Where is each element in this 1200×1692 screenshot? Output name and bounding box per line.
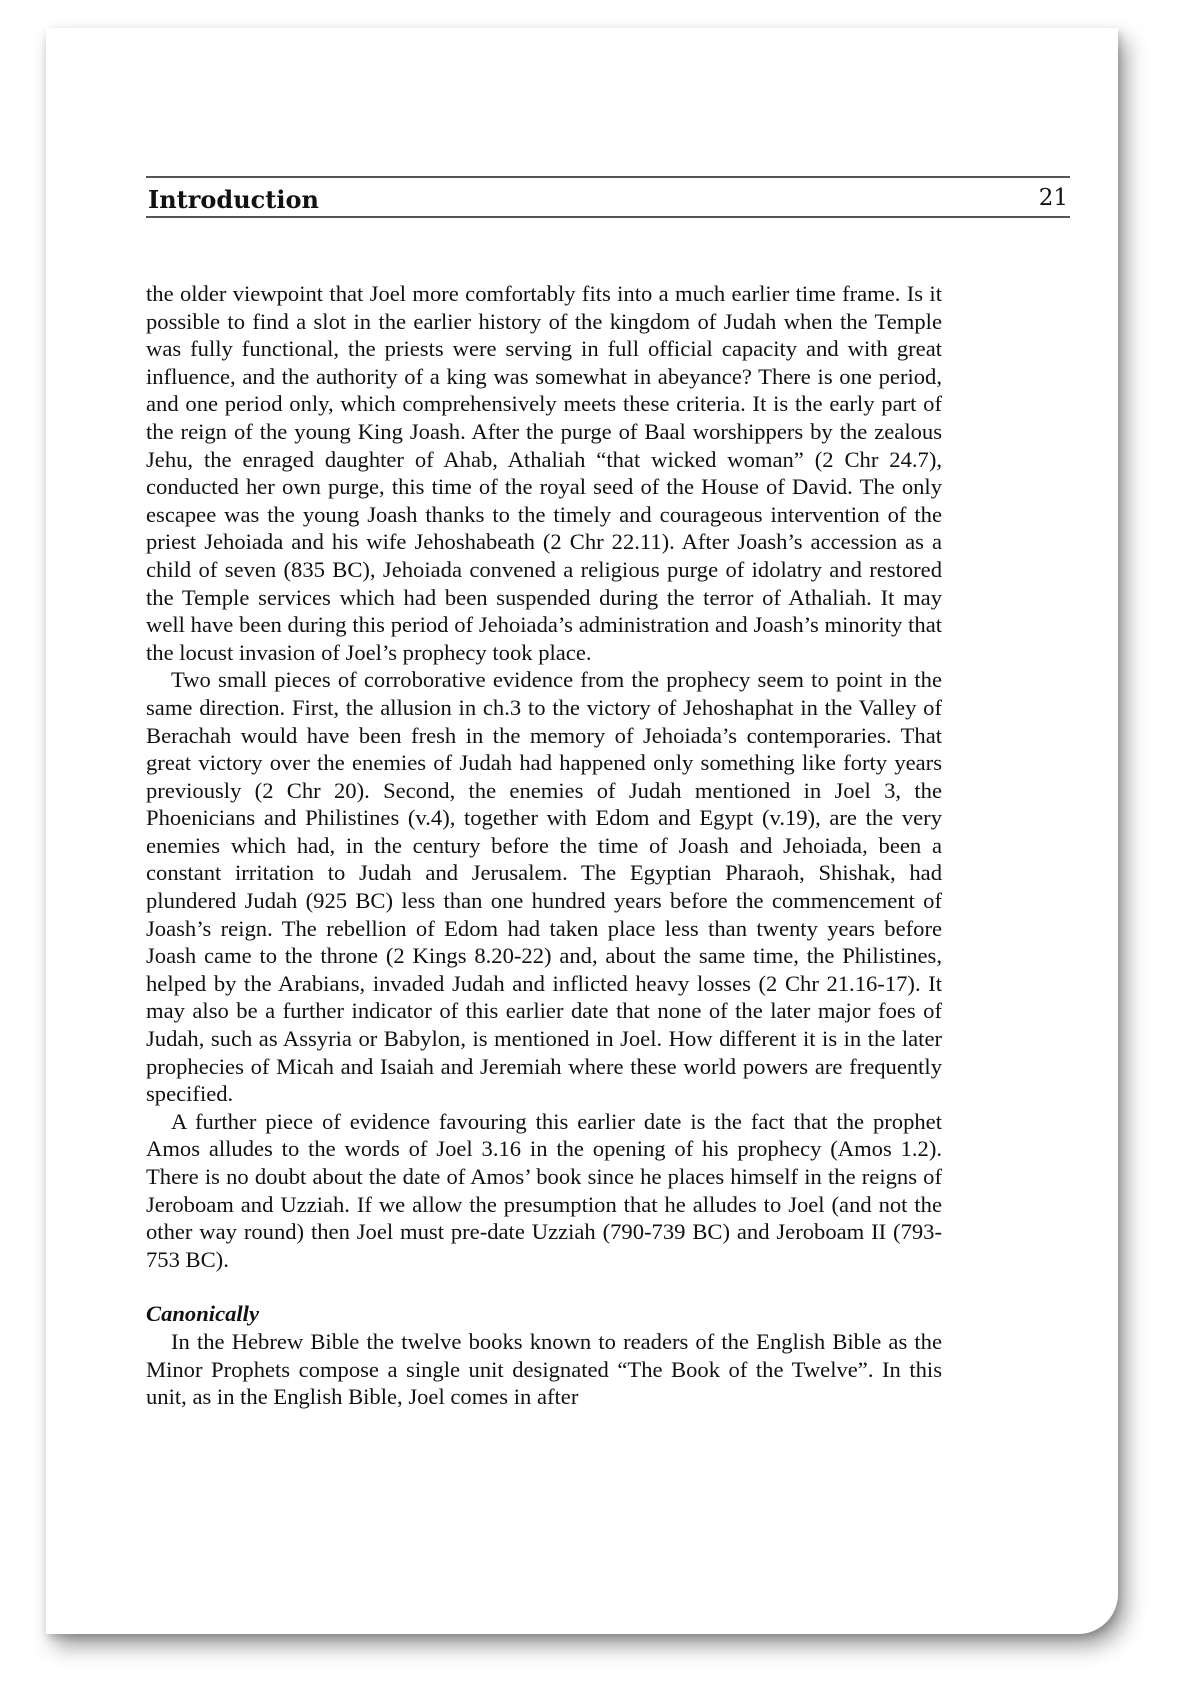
chapter-title: Introduction bbox=[148, 185, 319, 214]
paragraph-2: Two small pieces of corroborative evidence from the prophecy seem to point in the same direction. First, the allusion in ch.3 to the victory of Jehoshaphat in the Valley of Berachah would have been fresh in the memory of Jehoiada’s contemporaries. That great victory over the enemies of Judah had happened only something like forty years previously (2 Chr 20). Second, the enemies of Judah mentioned in Joel 3, the Phoenicians and Philistines (v.4), together with Edom and Egypt (v.19), are the very enemies which had, in the century before the time of Joash and Jehoiada, been a constant irritation to Judah and Jerusalem. The Egyptian Pharaoh, Shishak, had plundered Judah (925 BC) less than one hundred years before the commencement of Joash’s reign. The rebellion of Edom had taken place less than twenty years before Joash came to the throne (2 Kings 8.20-22) and, about the same time, the Philistines, helped by the Arabians, invaded Judah and inflicted heavy losses (2 Chr 21.16-17). It may also be a further indicator of this earlier date that none of the later major foes of Judah, such as Assyria or Babylon, is mentioned in Joel. How different it is in the later prophecies of Micah and Isaiah and Jeremiah where these world powers are frequently specified. bbox=[146, 667, 942, 1107]
body-text bbox=[146, 280, 942, 1411]
paragraph-1: the older viewpoint that Joel more comfortably fits into a much earlier time frame. Is it possible to find a slot in the earlier history of the kingdom of Judah when the Temple was fully functional, the priests were serving in full official capacity and with great influence, and the authority of a king was somewhat in abeyance? There is one period, and one period only, which comprehensively meets these criteria. It is the early part of the reign of the young King Joash. After the purge of Baal worshippers by the zealous Jehu, the enraged daughter of Ahab, Athaliah “that wicked woman” (2 Chr 24.7), conducted her own purge, this time of the royal seed of the House of David. The only escapee was the young Joash thanks to the timely and courageous intervention of the priest Jehoiada and his wife Jehoshabeath (2 Chr 22.11). After Joash’s accession as a child of seven (835 BC), Jehoiada convened a religious purge of idolatry and restored the Temple services which had been suspended during the terror of Athaliah. It may well have been during this period of Jehoiada’s administration and Joash’s minority that the locust invasion of Joel’s prophecy took place. bbox=[146, 281, 942, 665]
page-number: 21 bbox=[1038, 185, 1068, 211]
paragraph-3: A further piece of evidence favouring this earlier date is the fact that the prophet Amos alludes to the words of Joel 3.16 in the opening of his prophecy (Amos 1.2). There is no doubt about the date of Amos’ book since he places himself in the reigns of Jeroboam and Uzziah. If we allow the presumption that he alludes to Joel (and not the other way round) then Joel must pre-date Uzziah (790-739 BC) and Jeroboam II (793-753 BC). bbox=[146, 1108, 942, 1272]
section-paragraph: In the Hebrew Bible the twelve books known to readers of the English Bible as the Minor Prophets compose a single unit designated “The Book of the Twelve”. In this unit, as in the English Bible, Joel comes in after bbox=[146, 1328, 942, 1410]
running-header bbox=[146, 176, 1070, 218]
section-heading: Canonically bbox=[146, 1301, 259, 1327]
